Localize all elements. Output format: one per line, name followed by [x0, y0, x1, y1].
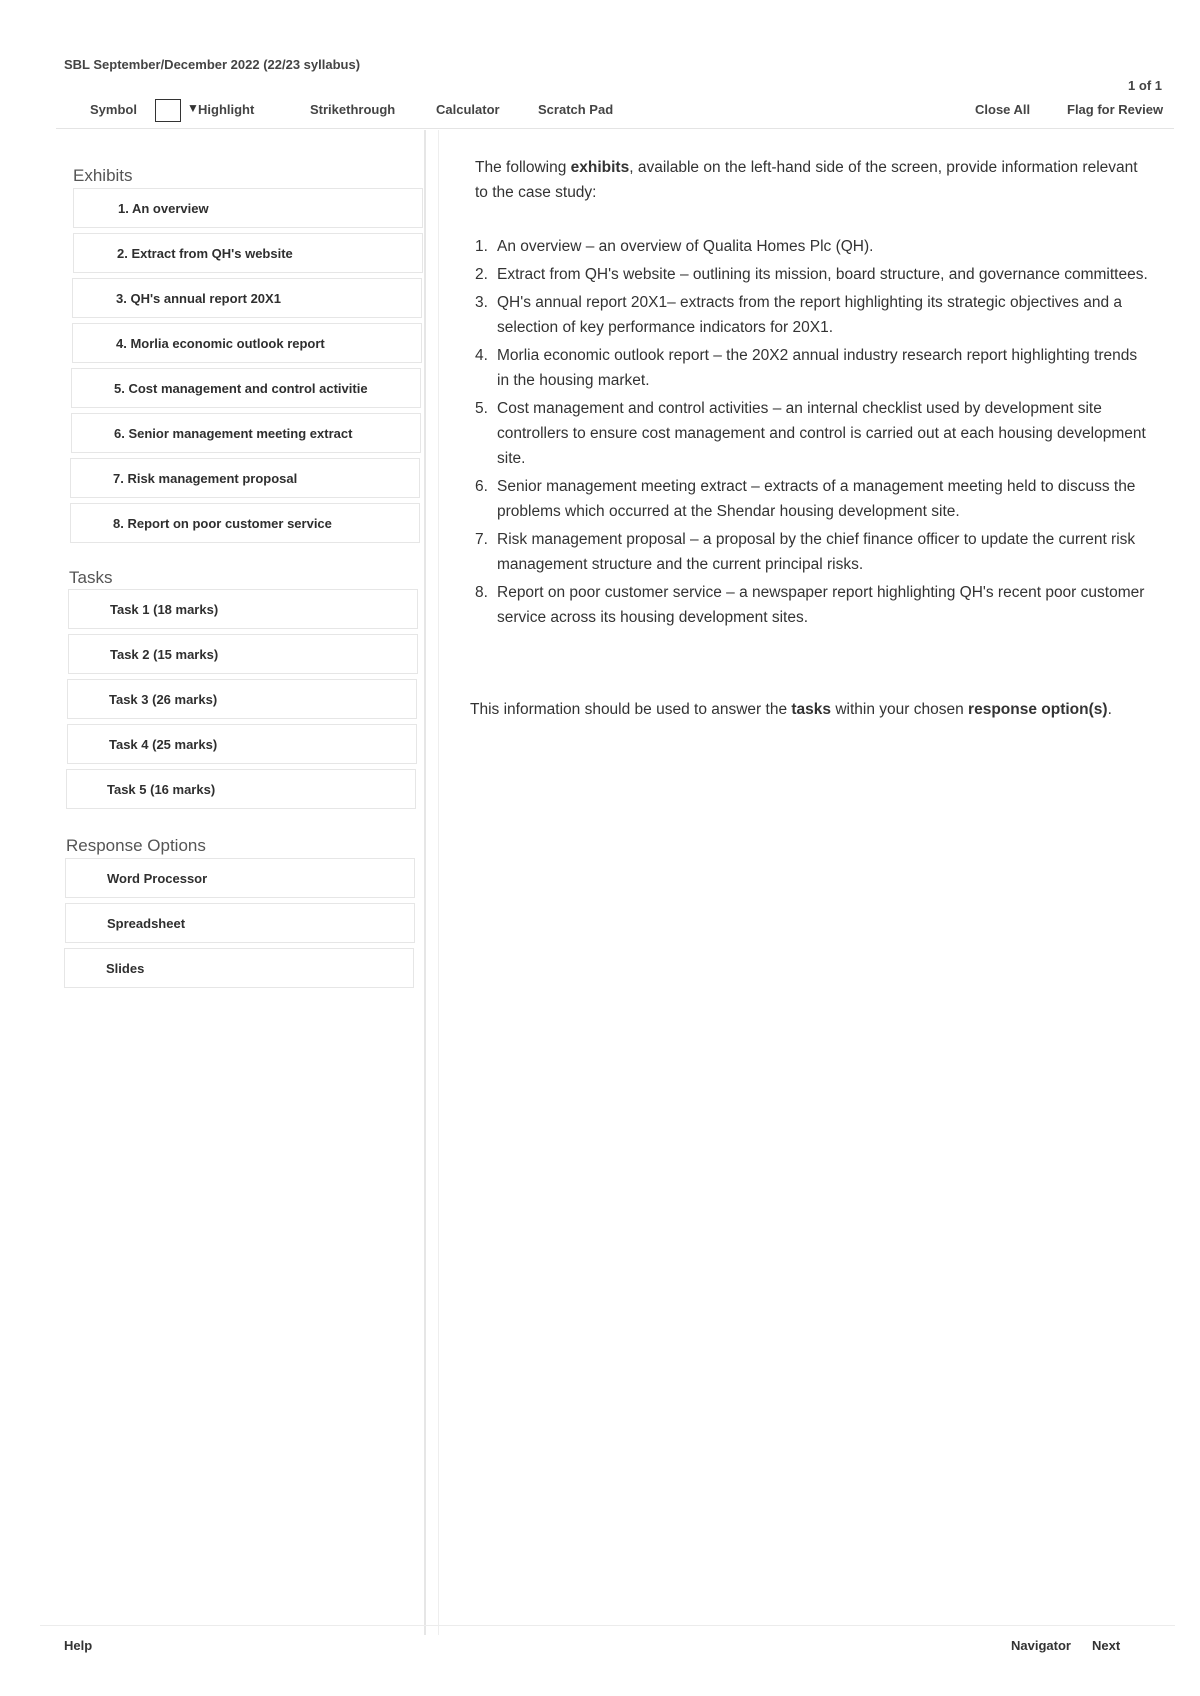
list-item-text: Risk management proposal – a proposal by the chief finance officer to update the current risk management structure and the current principal risks. [497, 531, 1136, 573]
outro-response-emphasis: response option(s) [968, 701, 1108, 718]
list-item-number: 5. [475, 400, 488, 417]
exhibit-description-list [475, 234, 1150, 633]
word-processor-button[interactable]: Word Processor [65, 858, 415, 898]
sidebar [60, 130, 426, 1635]
exhibit-7-button[interactable]: 7. Risk management proposal [70, 458, 420, 498]
outro-text-end: . [1107, 701, 1112, 718]
list-item-text: Morlia economic outlook report – the 20X2 annual industry research report highlighting trends in the housing market. [497, 347, 1138, 389]
list-item-number: 7. [475, 531, 488, 548]
symbol-label: Symbol [90, 102, 137, 117]
list-item [475, 343, 1150, 393]
response-options-heading: Response Options [66, 836, 206, 855]
highlight-button[interactable]: Highlight [198, 102, 255, 117]
intro-text-end: , available on the left-hand side of the screen, provide information relevant to the case study: [475, 159, 1138, 201]
close-all-button[interactable]: Close All [975, 102, 1031, 117]
exhibit-1-button[interactable]: 1. An overview [73, 188, 423, 228]
page-count: 1 of 1 [1128, 78, 1162, 93]
list-item [475, 396, 1150, 471]
list-item-number: 4. [475, 347, 488, 364]
list-item [475, 474, 1150, 524]
exhibit-4-button[interactable]: 4. Morlia economic outlook report [72, 323, 422, 363]
closing-paragraph [470, 697, 1150, 722]
spreadsheet-button[interactable]: Spreadsheet [65, 903, 415, 943]
task-5-button[interactable]: Task 5 (16 marks) [66, 769, 416, 809]
scratch-pad-button[interactable]: Scratch Pad [538, 102, 614, 117]
exhibit-8-button[interactable]: 8. Report on poor customer service [70, 503, 420, 543]
outro-tasks-emphasis: tasks [791, 701, 832, 718]
list-item-text: An overview – an overview of Qualita Homes Plc (QH). [497, 238, 874, 255]
exhibit-2-button[interactable]: 2. Extract from QH's website [73, 233, 423, 273]
footer-bar [40, 1625, 1175, 1656]
list-item-number: 1. [475, 238, 488, 255]
task-2-button[interactable]: Task 2 (15 marks) [68, 634, 418, 674]
outro-text-start: This information should be used to answer the [470, 701, 792, 718]
list-item-text: QH's annual report 20X1– extracts from the report highlighting its strategic objectives and a selection of key performance indicators for 20X1. [497, 294, 1123, 336]
task-4-button[interactable]: Task 4 (25 marks) [67, 724, 417, 764]
list-item-number: 3. [475, 294, 488, 311]
exhibit-3-button[interactable]: 3. QH's annual report 20X1 [72, 278, 422, 318]
exhibit-5-button[interactable]: 5. Cost management and control activitie [71, 368, 421, 408]
next-button[interactable]: Next [1092, 1638, 1121, 1653]
list-item-text: Extract from QH's website – outlining its mission, board structure, and governance committees. [497, 266, 1148, 283]
calculator-button[interactable]: Calculator [436, 102, 500, 117]
toolbar [56, 96, 1174, 129]
flag-for-review-button[interactable]: Flag for Review [1067, 102, 1164, 117]
exam-title: SBL September/December 2022 (22/23 syllabus) [64, 57, 361, 72]
navigator-button[interactable]: Navigator [1011, 1638, 1071, 1653]
exhibits-heading: Exhibits [73, 166, 133, 185]
intro-text-start: The following [475, 159, 571, 176]
list-item [475, 262, 1150, 287]
list-item-number: 6. [475, 478, 488, 495]
list-item [475, 580, 1150, 630]
list-item-text: Cost management and control activities – an internal checklist used by development site controllers to ensure cost management and control is carried out at each housing development site. [497, 400, 1146, 467]
symbol-select[interactable] [155, 99, 181, 122]
list-item [475, 234, 1150, 259]
strikethrough-button[interactable]: Strikethrough [310, 102, 396, 117]
slides-button[interactable]: Slides [64, 948, 414, 988]
task-1-button[interactable]: Task 1 (18 marks) [68, 589, 418, 629]
task-3-button[interactable]: Task 3 (26 marks) [67, 679, 417, 719]
help-button[interactable]: Help [64, 1638, 93, 1653]
list-item-text: Senior management meeting extract – extracts of a management meeting held to discuss the problems which occurred at the Shendar housing development site. [497, 478, 1136, 520]
list-item [475, 527, 1150, 577]
list-item-number: 8. [475, 584, 488, 601]
list-item-text: Report on poor customer service – a newspaper report highlighting QH's recent poor customer service across its housing development sites. [497, 584, 1145, 626]
outro-text-middle: within your chosen [831, 701, 969, 718]
tasks-heading: Tasks [69, 568, 113, 587]
list-item [475, 290, 1150, 340]
list-item-number: 2. [475, 266, 488, 283]
exhibit-6-button[interactable]: 6. Senior management meeting extract [71, 413, 421, 453]
intro-exhibits-emphasis: exhibits [570, 159, 630, 176]
intro-paragraph [475, 155, 1150, 205]
chevron-down-icon[interactable]: ▼ [187, 101, 199, 115]
